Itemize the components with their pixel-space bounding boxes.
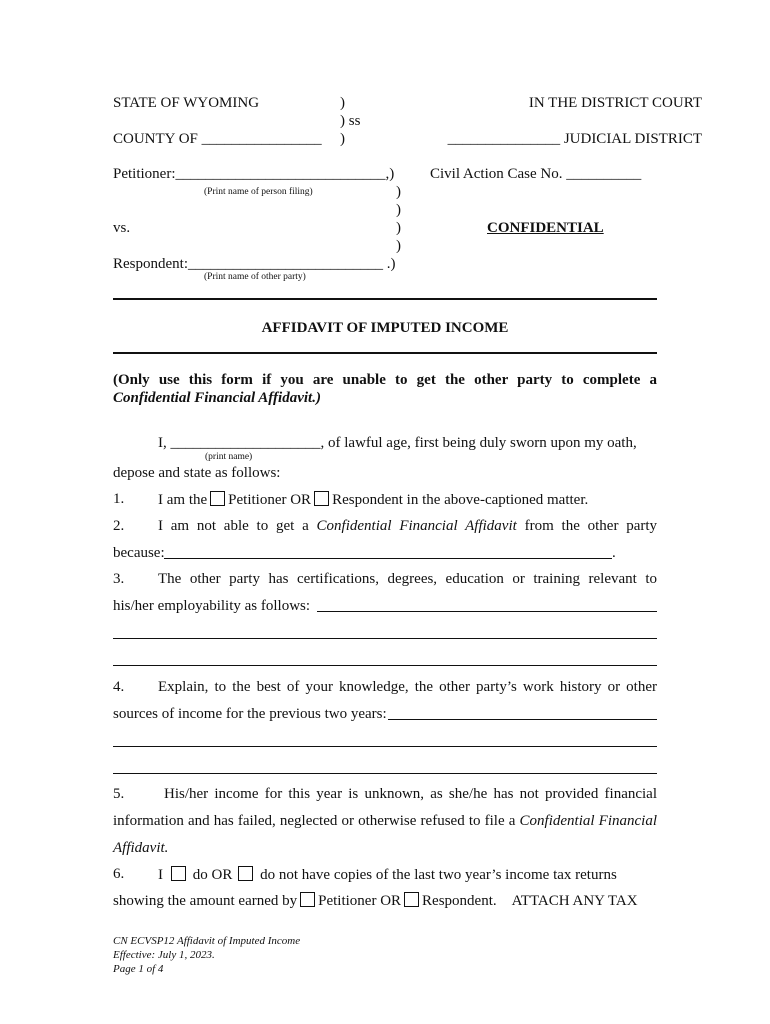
item-2 — [158, 518, 657, 535]
item-5-text: information and has failed, neglected or otherwise refused to file a — [113, 813, 516, 829]
item-6-text: do not have copies of the last two year’s income tax returns — [260, 867, 617, 883]
instruction-line: (Only use this form if you are unable to get the other party to complete a — [113, 372, 657, 388]
employability-input-line[interactable] — [113, 665, 657, 666]
respondent-hint: (Print name of other party) — [204, 272, 306, 282]
item-number: 2. — [113, 518, 125, 534]
item-1-text: Respondent in the above-captioned matter. — [332, 492, 589, 508]
do-not-have-checkbox[interactable] — [238, 866, 253, 881]
item-6-text: I — [158, 867, 163, 883]
divider — [113, 352, 657, 354]
item-4-text: sources of income for the previous two years: — [113, 706, 387, 722]
caption-paren: ) — [396, 202, 401, 218]
item-number: 4. — [113, 679, 125, 695]
caption-paren: ) — [340, 131, 345, 147]
confidential-label: CONFIDENTIAL — [487, 220, 604, 236]
oath-line[interactable]: I, ____________________, of lawful age, first being duly sworn upon my oath, — [158, 435, 637, 451]
effective-date: Effective: July 1, 2023. — [113, 949, 215, 961]
item-number: 5. — [113, 786, 125, 802]
item-number: 3. — [113, 571, 125, 587]
income-history-input-line[interactable] — [113, 773, 657, 774]
item-6-line-1 — [158, 866, 657, 884]
item-6-line-2 — [113, 892, 657, 910]
attach-notice: ATTACH ANY TAX — [511, 893, 638, 909]
court-label: IN THE DISTRICT COURT — [528, 95, 702, 111]
respondent-earned-checkbox[interactable] — [404, 892, 419, 907]
item-5-form-name: Confidential Financial — [519, 813, 657, 829]
instruction-line: Confidential Financial Affidavit.) — [113, 390, 321, 406]
caption-paren: ) — [340, 95, 345, 111]
petitioner-option: Petitioner OR — [318, 893, 402, 909]
item-number: 1. — [113, 491, 125, 507]
county-label: COUNTY OF ________________ — [113, 131, 322, 147]
state-label: STATE OF WYOMING — [113, 95, 260, 111]
item-2-text: I am not able to get a — [158, 518, 309, 534]
petitioner-field[interactable]: Petitioner:____________________________,) — [113, 166, 395, 182]
depose-line: depose and state as follows: — [113, 465, 281, 481]
item-1-text: I am the — [158, 492, 208, 508]
caption-paren: ) — [396, 238, 401, 254]
respondent-checkbox[interactable] — [314, 491, 329, 506]
footer — [113, 934, 300, 976]
item-3-text: his/her employability as follows: — [113, 598, 311, 614]
petitioner-hint: (Print name of person filing) — [204, 187, 313, 197]
employability-input-line[interactable] — [113, 638, 657, 639]
district-label: _______________ JUDICIAL DISTRICT — [447, 131, 702, 147]
petitioner-earned-checkbox[interactable] — [300, 892, 315, 907]
page-number: Page 1 of 4 — [113, 963, 164, 975]
income-history-input-line[interactable] — [388, 719, 657, 720]
item-4-text: Explain, to the best of your knowledge, the other party’s work history or other — [158, 679, 657, 695]
form-id: CN ECVSP12 Affidavit of Imputed Income — [113, 935, 301, 947]
page-title: AFFIDAVIT OF IMPUTED INCOME — [261, 320, 509, 336]
item-number: 6. — [113, 866, 125, 882]
item-5-line-2 — [113, 813, 657, 830]
divider — [113, 298, 657, 300]
item-6-text: showing the amount earned by — [113, 893, 298, 909]
do-option: do OR — [192, 867, 233, 883]
item-2-form-name: Confidential Financial Affidavit — [316, 518, 517, 534]
caption-paren: ) — [396, 220, 401, 236]
item-3-text: The other party has certifications, degrees, education or training relevant to — [158, 571, 657, 587]
income-history-input-line[interactable] — [113, 746, 657, 747]
item-5-text: His/her income for this year is unknown, as she/he has not provided financial — [164, 786, 657, 802]
item-5-form-name: Affidavit. — [113, 840, 169, 856]
because-input-line[interactable] — [164, 558, 612, 559]
have-copies-checkbox[interactable] — [171, 866, 186, 881]
petitioner-option: Petitioner OR — [228, 492, 312, 508]
case-number-field[interactable]: Civil Action Case No. __________ — [430, 166, 642, 182]
respondent-field[interactable]: Respondent:__________________________ .) — [113, 256, 396, 272]
ss-label: ) ss — [340, 113, 361, 129]
caption-paren: ) — [396, 184, 401, 200]
because-period: . — [612, 545, 616, 561]
vs-label: vs. — [113, 220, 131, 236]
item-1 — [158, 491, 588, 509]
because-label: because: — [113, 545, 165, 561]
print-name-hint: (print name) — [205, 452, 253, 462]
petitioner-checkbox[interactable] — [210, 491, 225, 506]
respondent-option: Respondent. — [422, 893, 497, 909]
item-2-text: from the other party — [524, 518, 658, 534]
employability-input-line[interactable] — [317, 611, 657, 612]
